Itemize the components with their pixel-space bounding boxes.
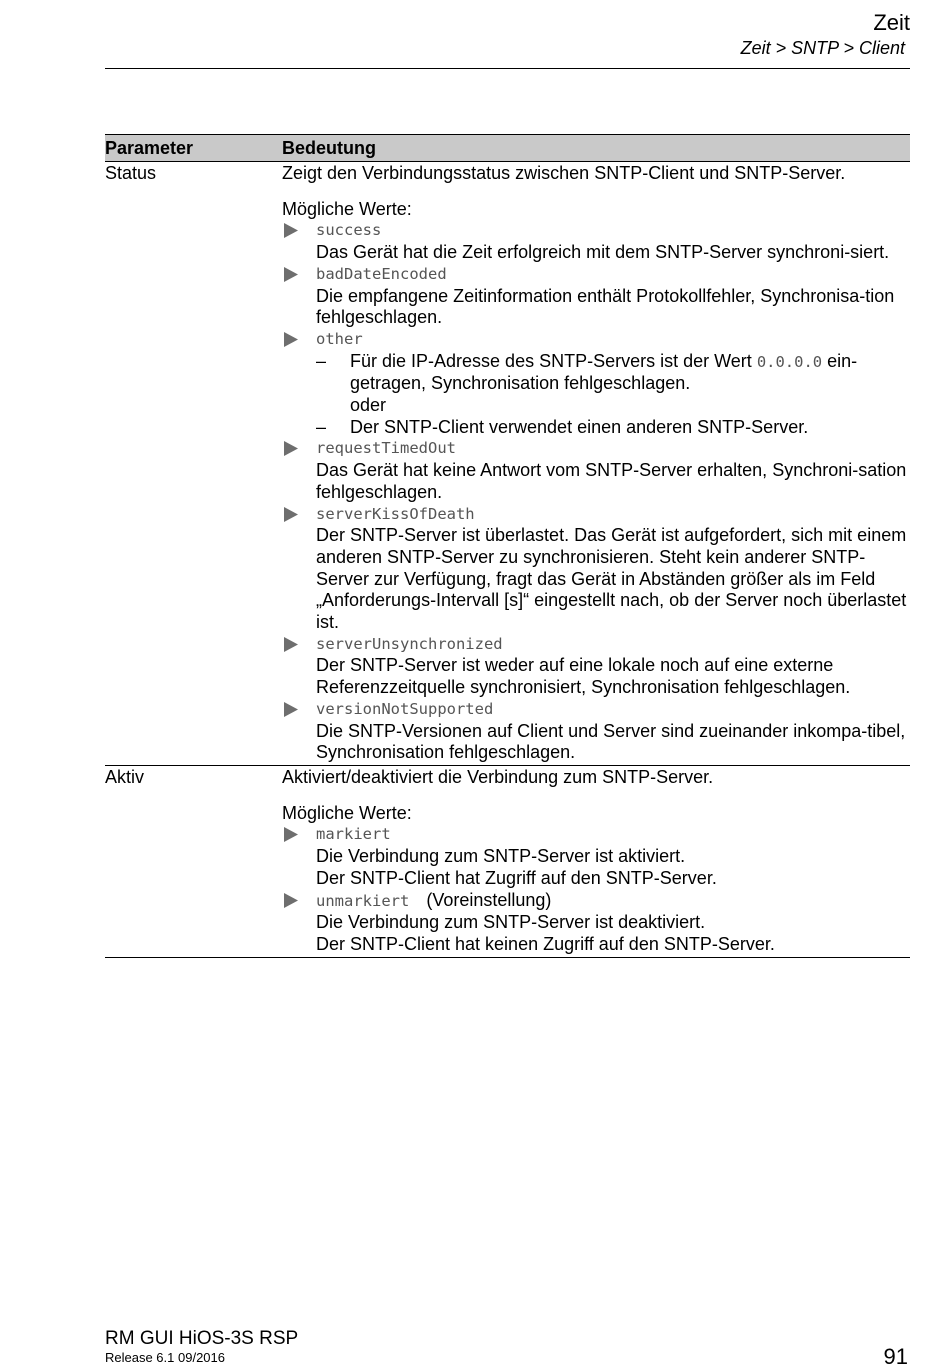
value-item [282, 264, 910, 329]
sub-item-text-continued: ein-getragen, Synchronisation fehlgeschlagen. [350, 350, 858, 394]
param-name: Aktiv [105, 766, 145, 787]
table-row-status [105, 162, 910, 766]
page-number: 91 [883, 1344, 908, 1369]
footer-release: Release 6.1 09/2016 [105, 1350, 225, 1365]
dash-marker: – [316, 416, 327, 437]
sub-item-text: Für die IP-Adresse des SNTP-Servers ist der Wert [350, 350, 752, 371]
default-note: (Voreinstellung) [426, 889, 552, 910]
value-item [282, 699, 910, 765]
value-description: Der SNTP-Client hat Zugriff auf den SNTP-Server. [316, 867, 717, 888]
value-code: serverUnsynchronized [316, 634, 503, 653]
table-header [105, 134, 910, 162]
value-description: Das Gerät hat keine Antwort vom SNTP-Server erhalten, Synchroni-sation fehlgeschlagen. [316, 460, 907, 502]
value-item [282, 890, 910, 957]
value-description: Die Verbindung zum SNTP-Server ist aktiviert. [316, 846, 686, 867]
value-code: requestTimedOut [316, 439, 456, 458]
value-item [282, 329, 910, 439]
value-code: unmarkiert [316, 891, 410, 910]
value-code: serverKissOfDeath [316, 504, 475, 523]
value-description: Der SNTP-Server ist überlastet. Das Gerät ist aufgefordert, sich mit einem anderen SNTP-Server zu synchronisieren. Steht kein anderer SNTP-Server zur Verfügung, fragt das Gerät in Abständen größer als im Feld „Anforderungs-Intervall [s]“ eingestellt nach, ob der Server noch überlastet ist. [316, 525, 907, 633]
ip-address-value: 0.0.0.0 [756, 352, 823, 371]
triangle-bullet-icon [282, 634, 316, 699]
param-name: Status [105, 163, 157, 183]
sub-list-item [316, 351, 910, 417]
triangle-bullet-icon [282, 824, 316, 889]
triangle-bullet-icon [282, 699, 316, 764]
value-item [282, 634, 910, 699]
column-header-parameter: Parameter [105, 138, 194, 158]
possible-values-label: Mögliche Werte: [282, 802, 412, 823]
value-description: Das Gerät hat die Zeit erfolgreich mit dem SNTP-Server synchroni-siert. [316, 242, 890, 263]
triangle-bullet-icon [282, 264, 316, 329]
parameter-table [105, 134, 910, 958]
value-code: versionNotSupported [316, 699, 494, 718]
value-code: markiert [316, 825, 391, 844]
value-code: success [316, 221, 382, 240]
column-header-meaning: Bedeutung [282, 138, 376, 158]
triangle-bullet-icon [282, 438, 316, 503]
value-code: other [316, 329, 363, 348]
triangle-bullet-icon [282, 220, 316, 263]
value-item [282, 504, 910, 634]
value-description: Der SNTP-Client hat keinen Zugriff auf den SNTP-Server. [316, 933, 775, 954]
param-meaning [282, 766, 910, 957]
header-divider [105, 68, 910, 69]
param-meaning [282, 162, 910, 765]
value-description: Die Verbindung zum SNTP-Server ist deaktiviert. [316, 912, 706, 933]
value-item [282, 438, 910, 503]
sub-item-text: Der SNTP-Client verwendet einen anderen SNTP-Server. [350, 416, 809, 437]
sub-list-item [316, 417, 910, 439]
value-code: badDateEncoded [316, 264, 447, 283]
triangle-bullet-icon [282, 890, 316, 956]
value-description: Die SNTP-Versionen auf Client und Server sind zueinander inkompa-tibel, Synchronisation fehlgeschlagen. [316, 720, 906, 763]
dash-marker: – [316, 350, 327, 371]
value-item [282, 824, 910, 889]
param-description: Aktiviert/deaktiviert die Verbindung zum SNTP-Server. [282, 766, 714, 787]
triangle-bullet-icon [282, 504, 316, 634]
value-description: Die empfangene Zeitinformation enthält Protokollfehler, Synchronisa-tion fehlgeschlagen. [316, 285, 895, 328]
triangle-bullet-icon [282, 329, 316, 439]
param-description: Zeigt den Verbindungsstatus zwischen SNTP-Client und SNTP-Server. [282, 163, 846, 183]
breadcrumb: Zeit > SNTP > Client [740, 38, 905, 58]
chapter-title: Zeit [873, 10, 910, 35]
footer-product: RM GUI HiOS-3S RSP [105, 1328, 299, 1349]
value-description: Der SNTP-Server ist weder auf eine lokale noch auf eine externe Referenzzeitquelle synchronisiert, Synchronisation fehlgeschlagen. [316, 655, 851, 698]
or-text: oder [350, 395, 387, 416]
possible-values-label: Mögliche Werte: [282, 198, 412, 219]
value-item [282, 220, 910, 263]
table-row-aktiv [105, 766, 910, 958]
